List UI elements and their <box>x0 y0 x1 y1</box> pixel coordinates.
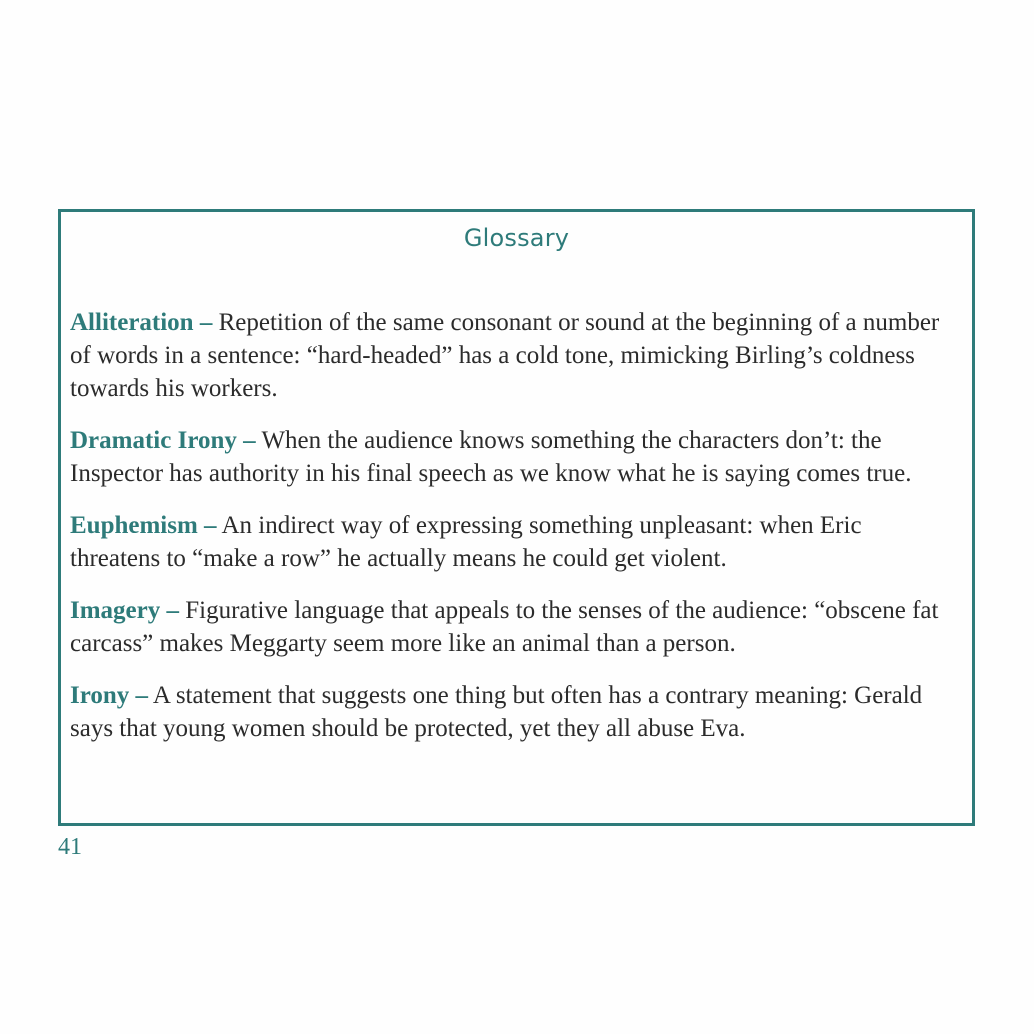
glossary-term: Irony – <box>70 682 149 709</box>
glossary-definition: When the audience knows something the characters don’t: the Inspector has authority in his final speech as we know what he is saying comes true. <box>70 427 912 487</box>
page-number: 41 <box>58 834 82 860</box>
glossary-entries <box>70 306 955 764</box>
glossary-definition: Repetition of the same consonant or sound at the beginning of a number of words in a sentence: “hard-headed” has a cold tone, mimicking Birling’s coldness towards his workers. <box>70 309 940 402</box>
glossary-term: Imagery – <box>70 597 179 624</box>
glossary-box <box>58 209 975 826</box>
glossary-entry-imagery <box>70 594 955 660</box>
glossary-definition: A statement that suggests one thing but often has a contrary meaning: Gerald says that young women should be protected, yet they all abuse Eva. <box>70 682 923 742</box>
glossary-definition: An indirect way of expressing something unpleasant: when Eric threatens to “make a row” he actually means he could get violent. <box>70 512 862 572</box>
glossary-entry-euphemism <box>70 509 955 575</box>
glossary-entry-irony <box>70 679 955 745</box>
glossary-term: Dramatic Irony – <box>70 427 256 454</box>
glossary-entry-alliteration <box>70 306 955 405</box>
glossary-definition: Figurative language that appeals to the senses of the audience: “obscene fat carcass” makes Meggarty seem more like an animal than a person. <box>70 597 939 657</box>
glossary-title: Glossary <box>463 224 570 252</box>
glossary-entry-dramatic-irony <box>70 424 955 490</box>
glossary-term: Alliteration – <box>70 309 213 336</box>
glossary-term: Euphemism – <box>70 512 217 539</box>
